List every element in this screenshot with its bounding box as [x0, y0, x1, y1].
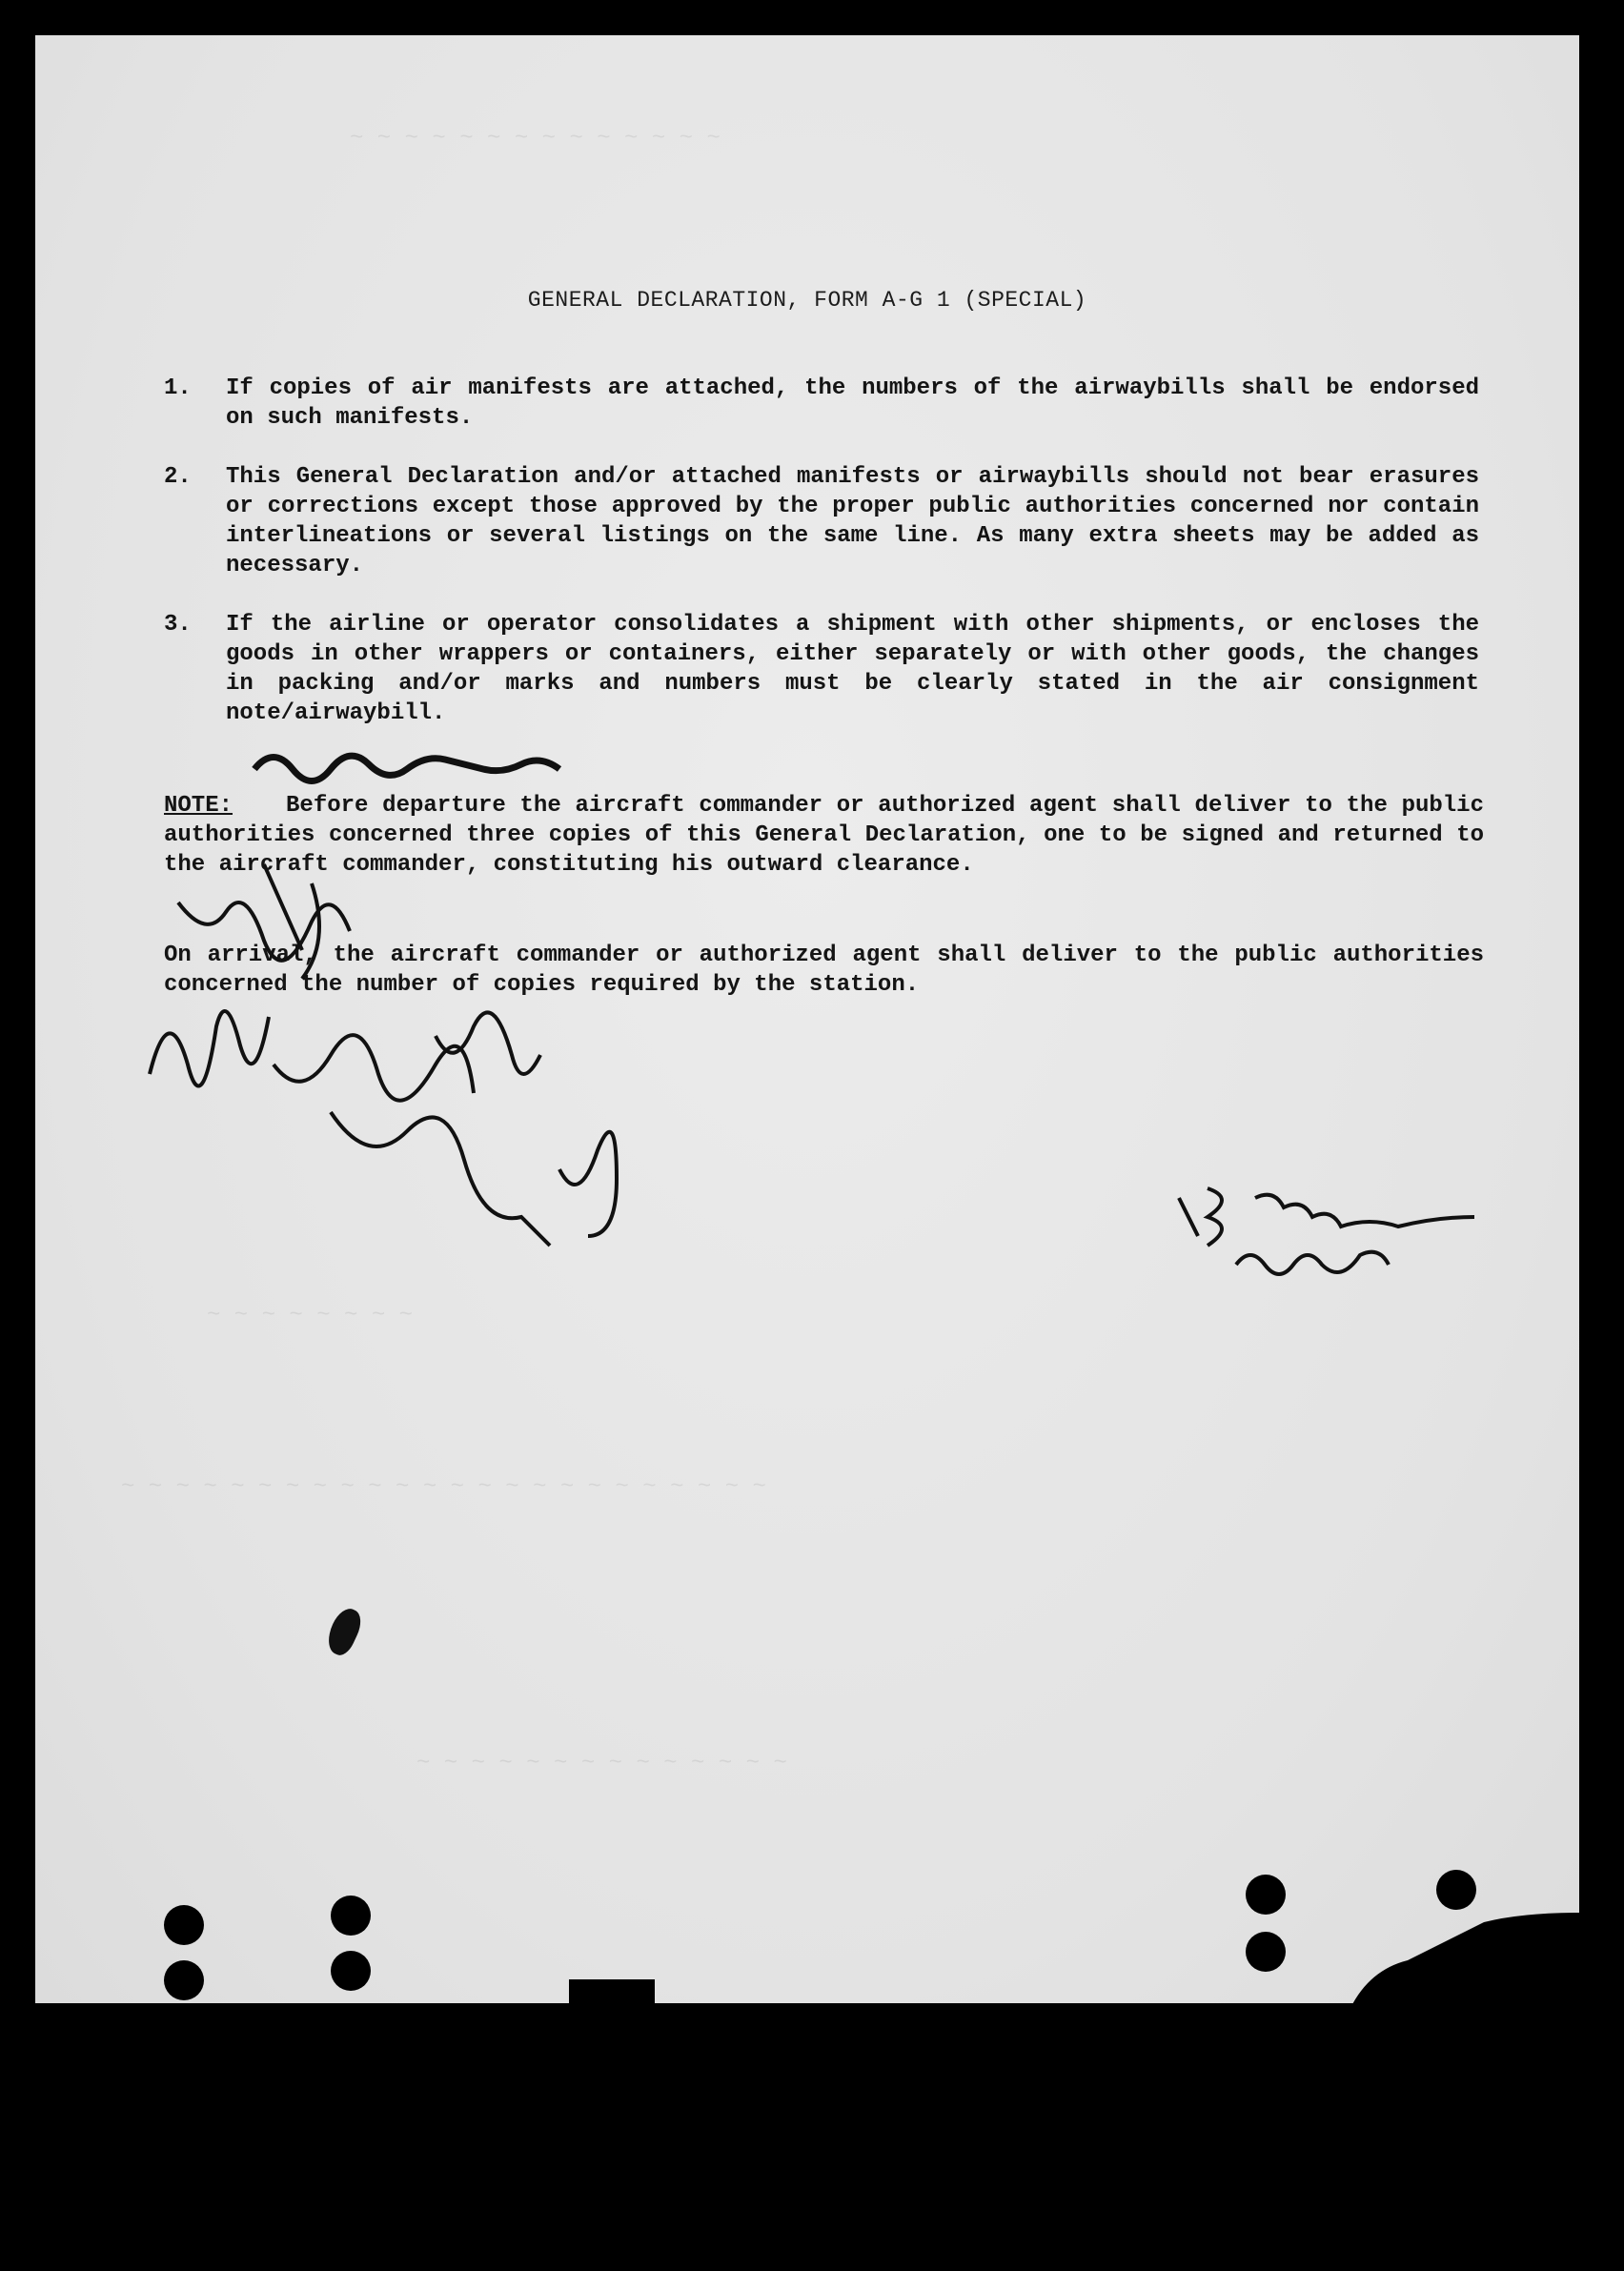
handwritten-signature	[121, 826, 655, 1303]
item-number: 3.	[164, 612, 192, 638]
instruction-item-2	[164, 462, 1479, 580]
stamp-mark	[245, 731, 607, 788]
item-text: If the airline or operator consolidates a shipment with other shipments, or encloses the goods in other wrappers or containers, either separately or with other goods, the changes in packing and/or marks and numbers must be clearly stated in the air consignment note/airwaybill.	[226, 612, 1479, 726]
torn-corner	[1350, 1903, 1579, 2008]
item-number: 1.	[164, 375, 192, 401]
binder-hole	[164, 1905, 204, 1945]
arrival-paragraph: On arrival, the aircraft commander or authorized agent shall deliver to the public authorities concerned the number of copies required by the station.	[164, 943, 1484, 998]
instruction-item-3	[164, 610, 1479, 728]
binder-hole	[164, 1960, 204, 2000]
bleed-through-text: ~ ~ ~ ~ ~ ~ ~ ~ ~ ~ ~ ~ ~ ~	[350, 126, 721, 152]
note-label: NOTE:	[164, 793, 233, 819]
instruction-item-1	[164, 374, 1479, 433]
binder-hole	[331, 1951, 371, 1991]
bleed-through-text: ~ ~ ~ ~ ~ ~ ~ ~ ~ ~ ~ ~ ~ ~	[416, 1751, 787, 1776]
item-number: 2.	[164, 464, 192, 490]
bleed-through-text: ~ ~ ~ ~ ~ ~ ~ ~ ~ ~ ~ ~ ~ ~ ~ ~ ~ ~ ~ ~ ~ ~ ~ ~	[121, 1474, 766, 1500]
item-text: If copies of air manifests are attached, the numbers of the airwaybills shall be endorsed on such manifests.	[226, 375, 1479, 431]
note-text: Before departure the aircraft commander or authorized agent shall deliver to the public authorities concerned three copies of this General Declaration, one to be signed and returned to the aircraft commander, constituting his outward clearance.	[164, 793, 1484, 878]
binder-hole	[1246, 1875, 1286, 1915]
binder-hole	[1246, 1932, 1286, 1972]
handwritten-date-note	[1160, 1160, 1503, 1293]
document-sheet	[35, 35, 1579, 2003]
form-title: GENERAL DECLARATION, FORM A-G 1 (SPECIAL)	[527, 288, 1087, 313]
binder-hole	[331, 1896, 371, 1936]
item-text: This General Declaration and/or attached manifests or airwaybills should not bear erasures or corrections except those approved by the proper public authorities concerned nor contain interlineations or several listings on the same line. As many extra sheets may be added as necessary.	[226, 464, 1479, 578]
bleed-through-text: ~ ~ ~ ~ ~ ~ ~ ~	[207, 1303, 414, 1328]
torn-edge	[569, 1979, 655, 2008]
ink-blot	[322, 1604, 367, 1658]
